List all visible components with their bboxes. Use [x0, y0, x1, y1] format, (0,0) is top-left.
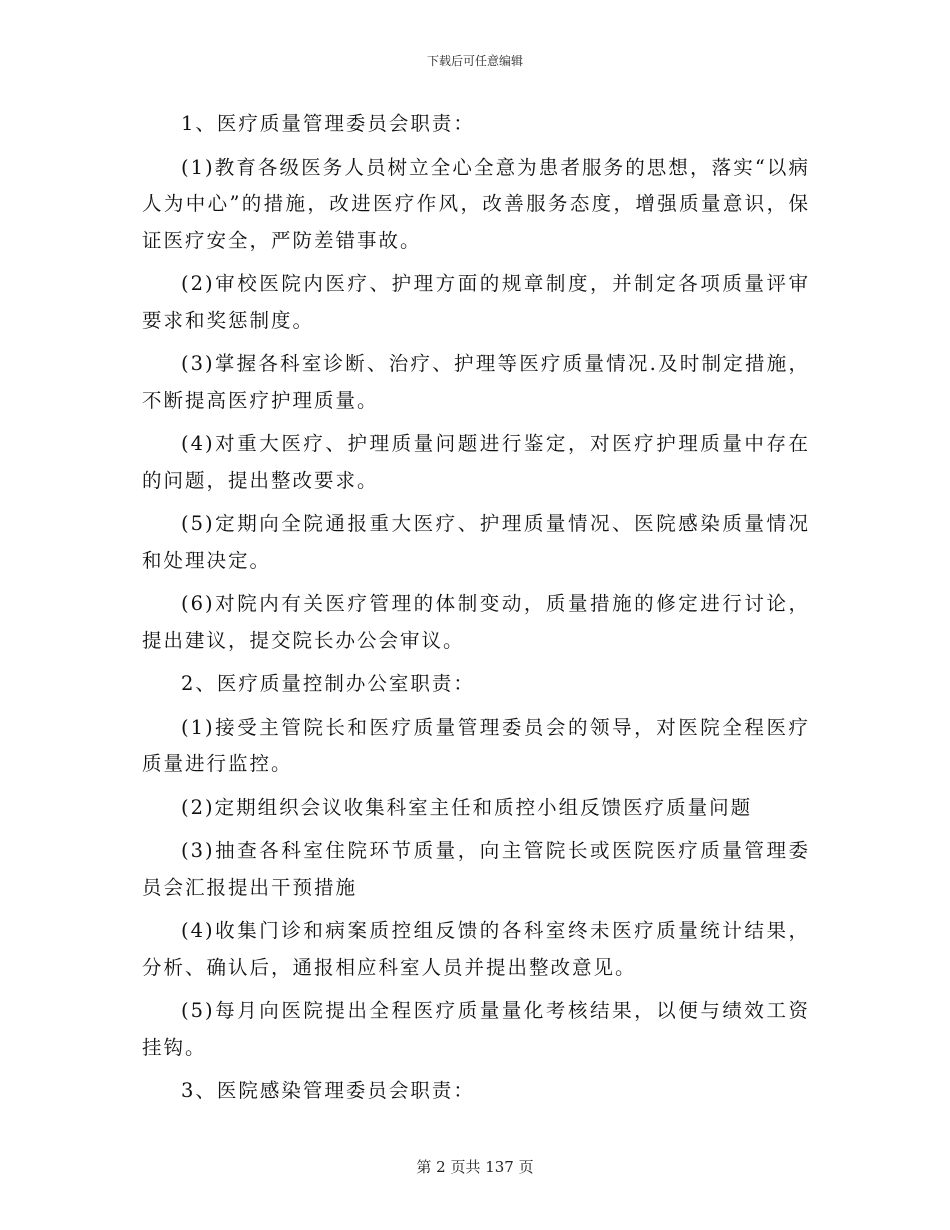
page-header-note: 下载后可任意编辑	[426, 54, 523, 68]
section-heading-2: 2、医疗质量控制办公室职责：	[181, 672, 475, 695]
paragraph: (5)每月向医院提出全程医疗质量量化考核结果，以便与绩效工资挂钩。	[142, 999, 810, 1059]
paragraph: (1)接受主管院长和医疗质量管理委员会的领导，对医院全程医疗质量进行监控。	[142, 715, 810, 775]
paragraph: (4)对重大医疗、护理质量问题进行鉴定，对医疗护理质量中存在的问题，提出整改要求。	[142, 432, 810, 492]
paragraph: (2)定期组织会议收集科室主任和质控小组反馈医疗质量问题	[181, 795, 753, 819]
paragraph: (3)掌握各科室诊断、治疗、护理等医疗质量情况.及时制定措施，不断提高医疗护理质量。	[142, 352, 810, 412]
paragraph: (5)定期向全院通报重大医疗、护理质量情况、医院感染质量情况和处理决定。	[142, 512, 810, 572]
page-number: 第 2 页共 137 页	[416, 1158, 534, 1176]
document-body	[142, 106, 810, 1117]
paragraph: (6)对院内有关医疗管理的体制变动，质量措施的修定进行讨论，提出建议，提交院长办公会审议。	[142, 592, 810, 652]
paragraph: (1)教育各级医务人员树立全心全意为患者服务的思想，落实“以病人为中心”的措施，改进医疗作风，改善服务态度，增强质量意识，保证医疗安全，严防差错事故。	[142, 155, 810, 252]
paragraph: (3)抽查各科室住院环节质量，向主管院长或医院医疗质量管理委员会汇报提出干预措施	[142, 839, 810, 899]
paragraph: (4)收集门诊和病案质控组反馈的各科室终未医疗质量统计结果，分析、确认后，通报相应科室人员并提出整改意见。	[142, 919, 810, 979]
section-heading-1: 1、医疗质量管理委员会职责：	[181, 112, 475, 135]
section-heading-3: 3、医院感染管理委员会职责：	[181, 1079, 475, 1102]
paragraph: (2)审校医院内医疗、护理方面的规章制度，并制定各项质量评审要求和奖惩制度。	[142, 272, 810, 332]
